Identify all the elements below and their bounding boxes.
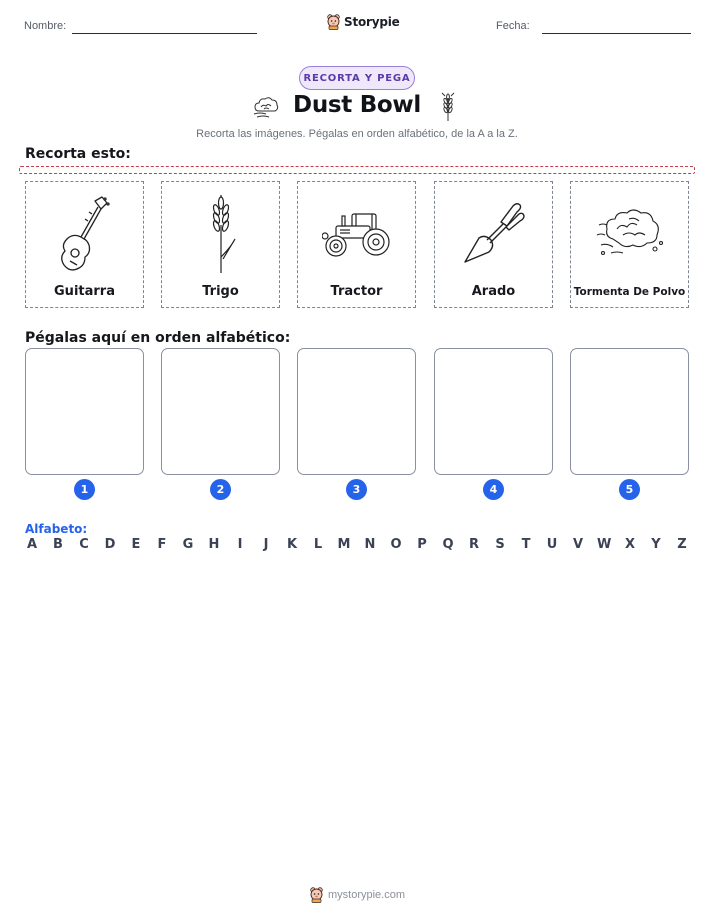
alphabet-row bbox=[25, 537, 689, 552]
tractor-icon bbox=[322, 210, 392, 260]
date-label: Fecha: bbox=[496, 20, 530, 32]
card-guitar[interactable] bbox=[25, 181, 144, 308]
slot-number-1: 1 bbox=[74, 479, 95, 500]
footer bbox=[0, 886, 714, 903]
card-label: Guitarra bbox=[54, 284, 115, 299]
cut-heading: Recorta esto: bbox=[25, 146, 131, 162]
slot-number-3: 3 bbox=[346, 479, 367, 500]
storypie-logo bbox=[326, 13, 400, 30]
alphabet-letter: K bbox=[286, 537, 298, 552]
paste-slot-4[interactable] bbox=[434, 348, 553, 475]
alphabet-letter: Y bbox=[651, 537, 661, 552]
alphabet-letter: C bbox=[79, 537, 89, 552]
alphabet-letter: F bbox=[157, 537, 167, 552]
name-label: Nombre: bbox=[24, 20, 67, 32]
alphabet-letter: I bbox=[237, 537, 243, 552]
paste-slot-1[interactable] bbox=[25, 348, 144, 475]
card-wheat[interactable] bbox=[161, 181, 280, 308]
card-label: Arado bbox=[471, 284, 516, 299]
paste-slot-5[interactable] bbox=[570, 348, 689, 475]
trowel-icon bbox=[459, 200, 529, 270]
card-tractor[interactable] bbox=[297, 181, 416, 308]
alphabet-letter: S bbox=[495, 537, 505, 552]
footer-url[interactable]: mystorypie.com bbox=[327, 888, 406, 901]
card-dust-storm[interactable] bbox=[570, 181, 689, 308]
slot-number-2: 2 bbox=[210, 479, 231, 500]
alphabet-letter: V bbox=[572, 537, 584, 552]
alphabet-letter: W bbox=[597, 537, 612, 552]
alphabet-letter: X bbox=[624, 537, 636, 552]
alphabet-letter: Q bbox=[442, 537, 454, 552]
alphabet-letter: E bbox=[131, 537, 141, 552]
alphabet-letter: Z bbox=[677, 537, 687, 552]
alphabet-letter: U bbox=[546, 537, 558, 552]
date-line bbox=[542, 33, 691, 34]
alphabet-letter: T bbox=[521, 537, 531, 552]
alphabet-letter: G bbox=[182, 537, 194, 552]
alphabet-letter: N bbox=[364, 537, 376, 552]
instructions: Recorta las imágenes. Pégalas en orden alfabético, de la A a la Z. bbox=[196, 128, 518, 140]
paste-slot-2[interactable] bbox=[161, 348, 280, 475]
alphabet-letter: J bbox=[263, 537, 269, 552]
alphabet-letter: P bbox=[417, 537, 427, 552]
paste-slot-3[interactable] bbox=[297, 348, 416, 475]
alphabet-heading: Alfabeto: bbox=[25, 522, 88, 536]
alphabet-letter: A bbox=[26, 537, 38, 552]
alphabet-letter: M bbox=[337, 537, 351, 552]
alphabet-letter: D bbox=[104, 537, 116, 552]
paste-heading: Pégalas aquí en orden alfabético: bbox=[25, 330, 291, 346]
guitar-icon bbox=[55, 195, 115, 275]
wheat-stalk-icon bbox=[440, 92, 456, 122]
page-title: Dust Bowl bbox=[293, 92, 421, 118]
card-plow[interactable] bbox=[434, 181, 553, 308]
alphabet-letter: L bbox=[313, 537, 323, 552]
alphabet-letter: H bbox=[208, 537, 220, 552]
brand-name: Storypie bbox=[344, 14, 400, 29]
card-label: Tormenta De Polvo bbox=[573, 286, 686, 298]
slot-number-5: 5 bbox=[619, 479, 640, 500]
dust-storm-icon bbox=[595, 205, 665, 265]
alphabet-letter: O bbox=[390, 537, 402, 552]
slot-number-4: 4 bbox=[483, 479, 504, 500]
card-label: Tractor bbox=[330, 284, 383, 299]
cut-line bbox=[19, 166, 695, 174]
alphabet-letter: R bbox=[468, 537, 479, 552]
name-line bbox=[72, 33, 257, 34]
alphabet-letter: B bbox=[53, 537, 63, 552]
storypie-mascot-icon bbox=[309, 886, 324, 903]
card-label: Trigo bbox=[202, 284, 239, 299]
activity-badge: RECORTA Y PEGA bbox=[299, 66, 415, 90]
wheat-icon bbox=[201, 195, 241, 275]
storypie-mascot-icon bbox=[326, 13, 341, 30]
